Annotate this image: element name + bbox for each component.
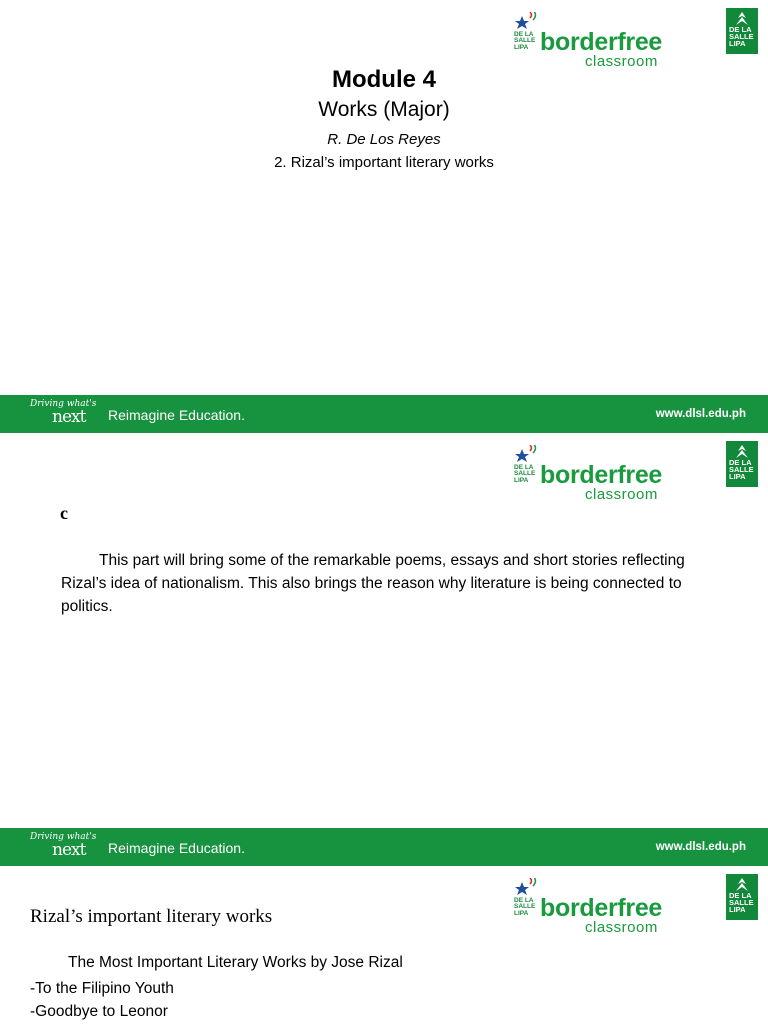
- brand-small-text: DE LA SALLE LIPA: [514, 897, 536, 917]
- brand-sub: classroom: [585, 919, 658, 936]
- dlsl-logo: DE LA SALLE LIPA: [726, 8, 758, 54]
- module-author: R. De Los Reyes: [327, 131, 441, 148]
- footer-bar: [0, 395, 768, 433]
- tagline-big: next: [52, 840, 86, 860]
- footer-bar: [0, 828, 768, 866]
- dlsl-logo: DE LA SALLE LIPA: [726, 441, 758, 487]
- tagline-small: Driving what's: [30, 832, 97, 842]
- website-url: www.dlsl.edu.ph: [655, 841, 746, 853]
- tagline-big: next: [52, 407, 86, 427]
- borderfree-brand: [498, 878, 760, 946]
- module-title: Module 4: [331, 66, 436, 93]
- slide-label: c: [60, 503, 68, 523]
- slogan: Reimagine Education.: [108, 407, 245, 423]
- leaf-icon: [734, 12, 750, 26]
- website-url: www.dlsl.edu.ph: [655, 408, 746, 420]
- brand-sub: classroom: [585, 486, 658, 503]
- brand-name: borderfree: [540, 28, 663, 56]
- works-list: [30, 977, 174, 1023]
- slogan: Reimagine Education.: [108, 840, 245, 856]
- module-topic: 2. Rizal’s important literary works: [274, 154, 494, 171]
- brand-small-text: DE LA SALLE LIPA: [514, 31, 536, 51]
- brand-sub: classroom: [585, 53, 658, 70]
- leaf-icon: [734, 878, 750, 892]
- list-item: -Goodbye to Leonor: [30, 1003, 168, 1020]
- works-heading: Rizal’s important literary works: [30, 906, 273, 927]
- tagline-small: Driving what's: [30, 399, 97, 409]
- list-item: -To the Filipino Youth: [30, 980, 174, 997]
- slide-2: [0, 433, 768, 866]
- brand-small-text: DE LA SALLE LIPA: [514, 464, 536, 484]
- dlsl-logo: DE LA SALLE LIPA: [726, 874, 758, 920]
- module-subtitle: Works (Major): [318, 98, 450, 121]
- works-lead: The Most Important Literary Works by Jose Rizal: [68, 954, 403, 971]
- leaf-icon: [734, 445, 750, 459]
- brand-name: borderfree: [540, 461, 663, 489]
- slide-1: [0, 0, 768, 433]
- intro-paragraph: This part will bring some of the remarkable poems, essays and short stories reflecting Rizal’s idea of nationalism. This also brings the reason why literature is being connected to politics.: [61, 552, 685, 615]
- borderfree-brand: [498, 445, 760, 513]
- slide-3: [0, 866, 768, 1024]
- brand-name: borderfree: [540, 894, 663, 922]
